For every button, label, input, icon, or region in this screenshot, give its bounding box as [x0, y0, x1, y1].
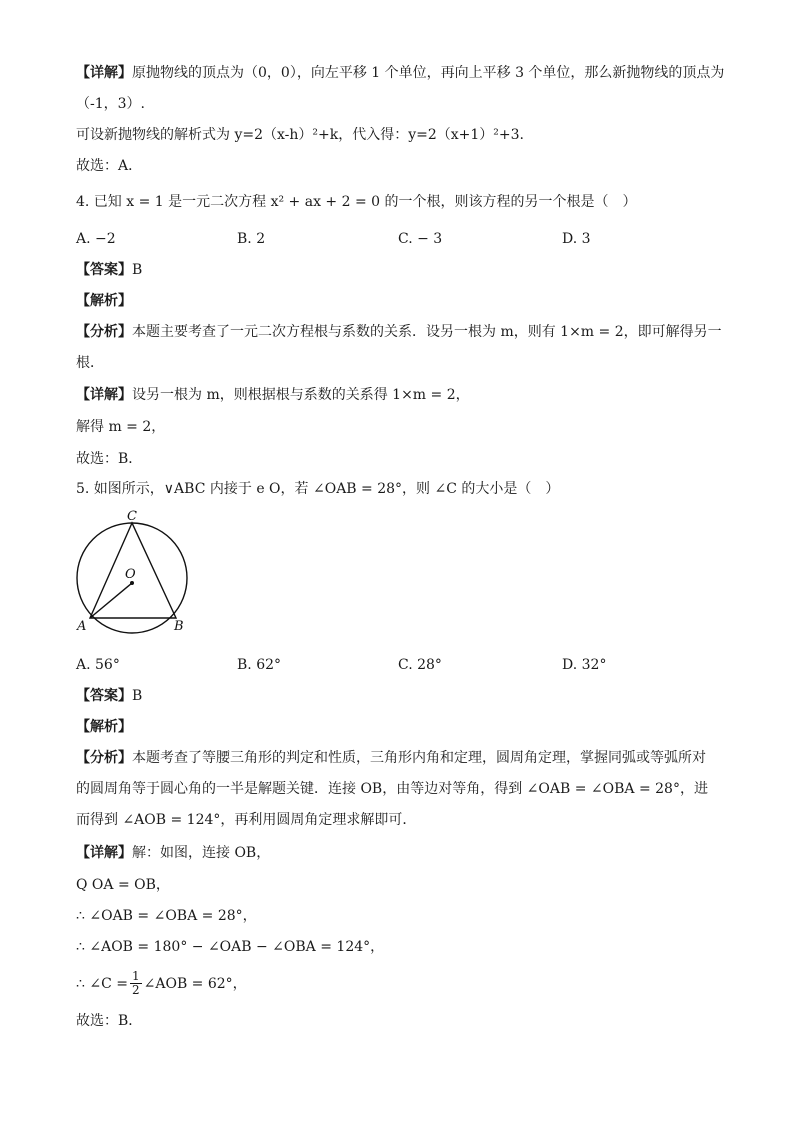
q5-step4-prefix: ∴ ∠C = [76, 975, 128, 992]
label-b: B [174, 619, 184, 634]
q5-detail-text: 解：如图，连接 OB， [132, 845, 271, 861]
fraction-numerator: 1 [131, 969, 140, 983]
q4-detail-text: 设另一根为 m，则根据根与系数的关系得 1×m = 2， [132, 387, 470, 403]
q5-fenxi-label: 【分析】 [76, 750, 132, 766]
q4-detail-line1 [76, 386, 470, 404]
q3-detail-text: 原抛物线的顶点为（0，0），向左平移 1 个单位，再向上平移 3 个单位，那么新抛物线的顶点为 [132, 65, 725, 81]
q4-detail-line2: 解得 m = 2， [76, 419, 166, 435]
q4-conclusion: 故选：B． [76, 451, 143, 467]
fraction-half [130, 970, 142, 997]
q3-detail-line2: （-1，3）. [76, 96, 145, 112]
q4-option-c: C. − 3 [398, 231, 443, 247]
q5-option-b: B. 62° [237, 657, 282, 673]
q5-fenxi [76, 743, 718, 836]
q5-analysis-label: 【解析】 [76, 719, 132, 735]
q3-detail-line1 [76, 64, 724, 82]
q5-answer-label: 【答案】 [76, 688, 132, 704]
q5-step4 [76, 970, 247, 997]
q5-conclusion: 故选：B． [76, 1013, 143, 1029]
q4-answer-line [76, 261, 142, 279]
q4-option-d: D. 3 [562, 231, 591, 247]
q4-answer: B [132, 262, 143, 278]
q5-answer: B [132, 688, 143, 704]
q5-detail-line1 [76, 844, 270, 862]
q4-fenxi-text: 本题主要考查了一元二次方程根与系数的关系．设另一根为 m，则有 1×m = 2，即可解得另一 [132, 324, 722, 340]
q4-fenxi-line2: 根． [76, 355, 104, 371]
q5-step1: Q OA = OB， [76, 877, 170, 893]
q3-detail-line3: 可设新抛物线的解析式为 y=2（x-h）²+k，代入得：y=2（x+1）²+3. [76, 127, 524, 143]
q5-option-d: D. 32° [562, 657, 607, 673]
q5-circle-figure [70, 510, 195, 635]
q4-answer-label: 【答案】 [76, 262, 132, 278]
label-o: O [125, 567, 136, 582]
q3-answer-line: 故选：A． [76, 158, 143, 174]
q3-detail-label: 【详解】 [76, 65, 132, 81]
q4-option-b: B. 2 [237, 231, 266, 247]
fraction-denominator: 2 [131, 983, 140, 997]
q5-option-a: A. 56° [76, 657, 120, 673]
label-c: C [127, 510, 137, 524]
q5-step4-suffix: ∠AOB = 62°， [143, 975, 247, 992]
q4-fenxi-label: 【分析】 [76, 324, 132, 340]
q5-answer-line [76, 687, 142, 705]
q5-fenxi-text: 本题考查了等腰三角形的判定和性质，三角形内角和定理，圆周角定理，掌握同弧或等弧所对的圆周角等于圆心角的一半是解题关键．连接 OB，由等边对等角，得到 ∠OAB = ∠OBA = 28°，进而得到 ∠AOB = 124°，再利用圆周角定理求解即可． [76, 750, 708, 828]
q4-analysis-label: 【解析】 [76, 293, 132, 309]
label-a: A [77, 619, 87, 634]
q5-step2: ∴ ∠OAB = ∠OBA = 28°， [76, 908, 257, 924]
q4-option-a: A. −2 [76, 231, 116, 247]
q5-stem: 5. 如图所示，∨ABC 内接于 e O，若 ∠OAB = 28°，则 ∠C 的大小是（ ） [76, 481, 560, 497]
segment-oa [90, 583, 132, 618]
q4-fenxi-line1 [76, 323, 722, 341]
q4-stem: 4. 已知 x = 1 是一元二次方程 x² + ax + 2 = 0 的一个根，则该方程的另一个根是（ ） [76, 194, 637, 210]
q4-detail-label: 【详解】 [76, 387, 132, 403]
q5-option-c: C. 28° [398, 657, 442, 673]
q5-step3: ∴ ∠AOB = 180° − ∠OAB − ∠OBA = 124°， [76, 939, 385, 955]
q5-detail-label: 【详解】 [76, 845, 132, 861]
